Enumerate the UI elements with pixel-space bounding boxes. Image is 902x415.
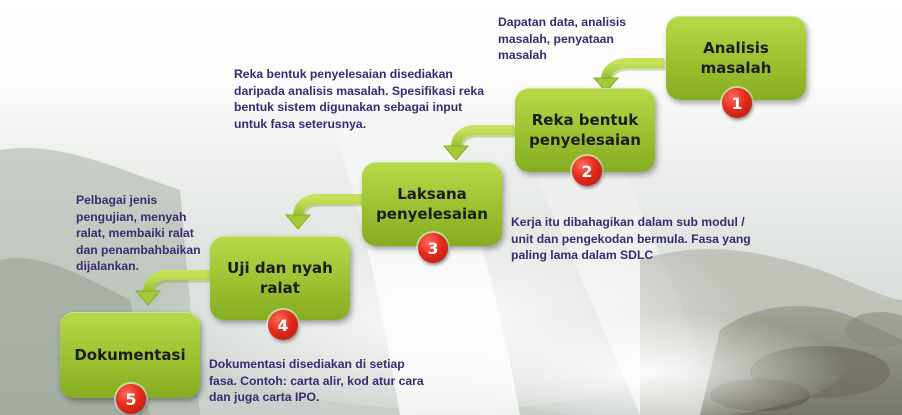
step-label: Uji dan nyah ralat xyxy=(227,259,333,297)
note-analisis-masalah: Dapatan data, analisis masalah, penyataan masalah xyxy=(498,15,627,62)
arrow-3-to-4 xyxy=(286,199,364,229)
step-number-badge: 3 xyxy=(418,233,448,263)
note-reka-bentuk: Reka bentuk penyelesaian disediakan daripada analisis masalah. Spesifikasi reka bentuk sistem digunakan sebagai input untuk fasa seterusnya. xyxy=(234,67,484,131)
step-number-badge: 5 xyxy=(116,384,146,414)
note-laksana: Kerja itu dibahagikan dalam sub modul / unit dan pengekodan bermula. Fasa yang paling lama dalam SDLC xyxy=(511,215,751,262)
step-label: Dokumentasi xyxy=(74,346,186,364)
note-uji-nyah-ralat: Pelbagai jenis pengujian, menyah ralat, membaiki ralat dan penambahbaikan dijalankan. xyxy=(76,193,201,273)
step-box-uji-nyah-ralat xyxy=(210,236,350,320)
arrow-4-to-5 xyxy=(136,275,212,305)
step-label: Analisis masalah xyxy=(700,39,772,77)
step-label: Reka bentuk penyelesaian xyxy=(529,111,641,149)
step-label: Laksana penyelesaian xyxy=(376,185,488,223)
arrow-2-to-3 xyxy=(444,130,516,160)
step-number-badge: 4 xyxy=(268,310,298,340)
step-number-badge: 1 xyxy=(722,88,752,118)
note-dokumentasi: Dokumentasi disediakan di setiap fasa. Contoh: carta alir, kod atur cara dan juga carta IPO. xyxy=(209,357,424,404)
step-number-badge: 2 xyxy=(572,156,602,186)
